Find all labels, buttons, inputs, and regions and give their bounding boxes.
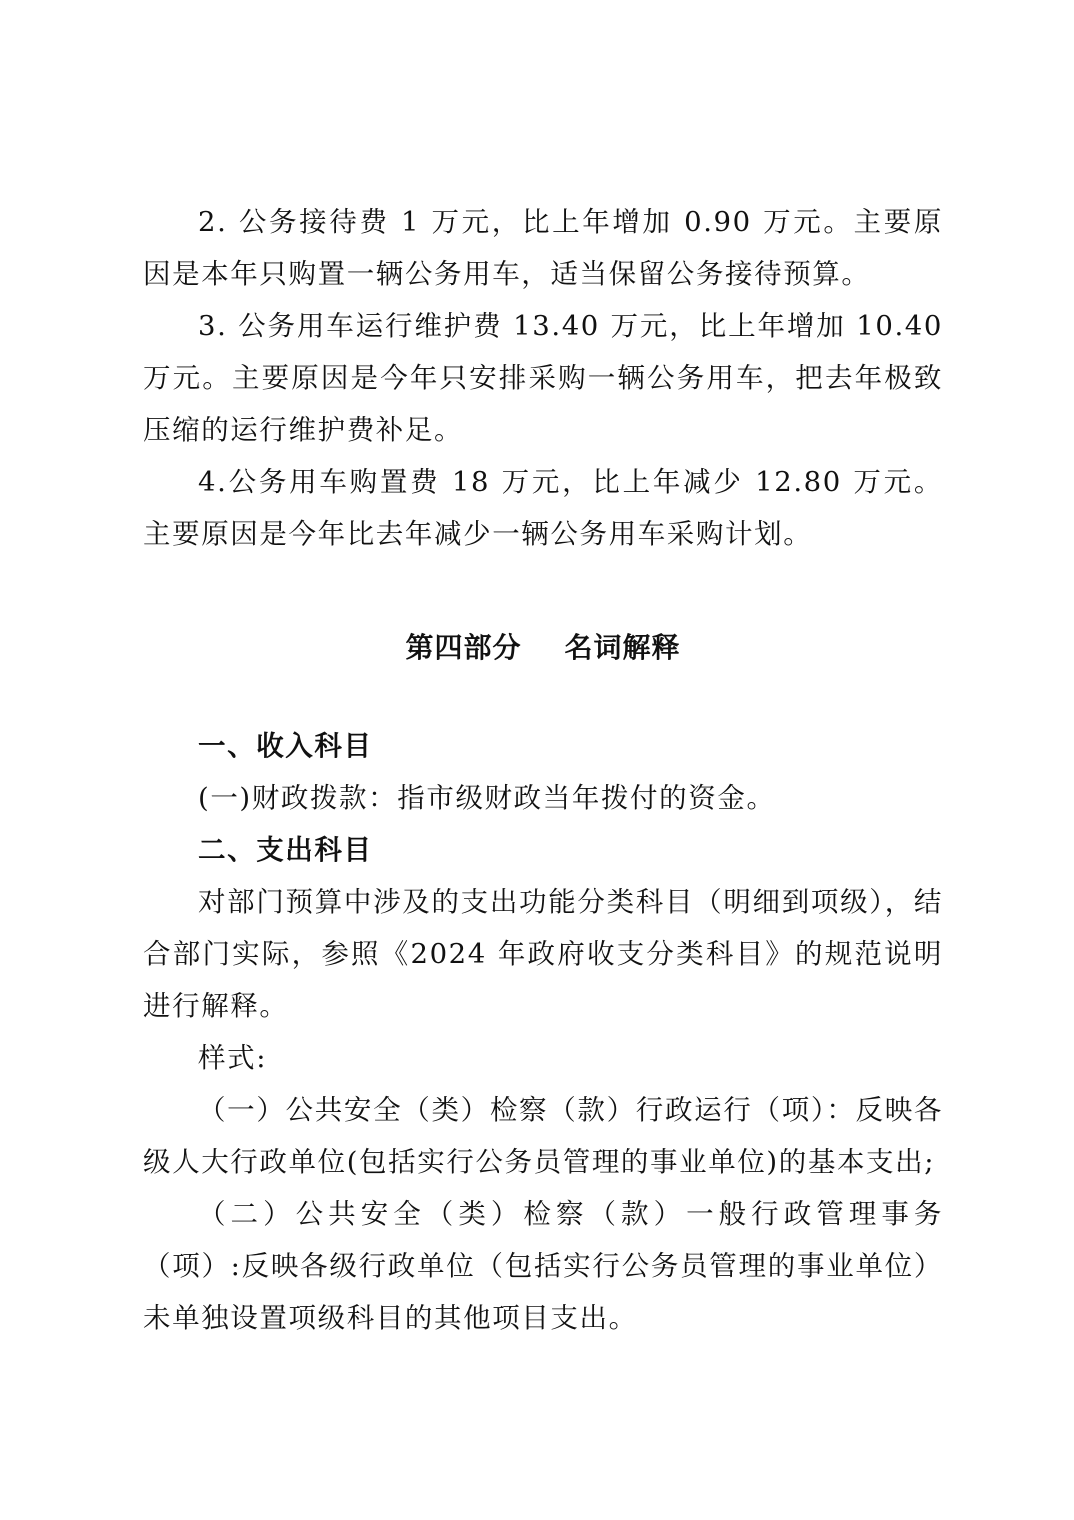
income-item: (一)财政拨款：指市级财政当年拨付的资金。 [198, 782, 776, 814]
expenditure-item-2: （二）公共安全（类）检察（款）一般行政管理事务（项）:反映各级行政单位（包括实行公务员管理的事业单位）未单独设置项级科目的其他项目支出。 [143, 1198, 943, 1334]
expenditure-heading: 二、支出科目 [198, 834, 373, 866]
income-heading: 一、收入科目 [198, 730, 373, 762]
expenditure-item-1: （一）公共安全（类）检察（款）行政运行（项）：反映各级人大行政单位(包括实行公务员管理的事业单位)的基本支出; [143, 1094, 943, 1178]
paragraph-vehicle-purchase: 4.公务用车购置费 18 万元，比上年减少 12.80 万元。主要原因是今年比去年减少一辆公务用车采购计划。 [143, 466, 943, 550]
style-label: 样式: [198, 1042, 268, 1074]
paragraph-reception-fee: 2. 公务接待费 1 万元，比上年增加 0.90 万元。主要原因是本年只购置一辆公务用车，适当保留公务接待预算。 [143, 206, 943, 290]
spacer [143, 674, 943, 720]
expenditure-intro: 对部门预算中涉及的支出功能分类科目（明细到项级），结合部门实际，参照《2024 年政府收支分类科目》的规范说明进行解释。 [143, 886, 943, 1022]
paragraph-vehicle-maintenance: 3. 公务用车运行维护费 13.40 万元，比上年增加 10.40 万元。主要原因是今年只安排采购一辆公务用车，把去年极致压缩的运行维护费补足。 [143, 310, 943, 446]
section-title: 第四部分 名词解释 [405, 631, 681, 664]
document-page [143, 196, 943, 1344]
